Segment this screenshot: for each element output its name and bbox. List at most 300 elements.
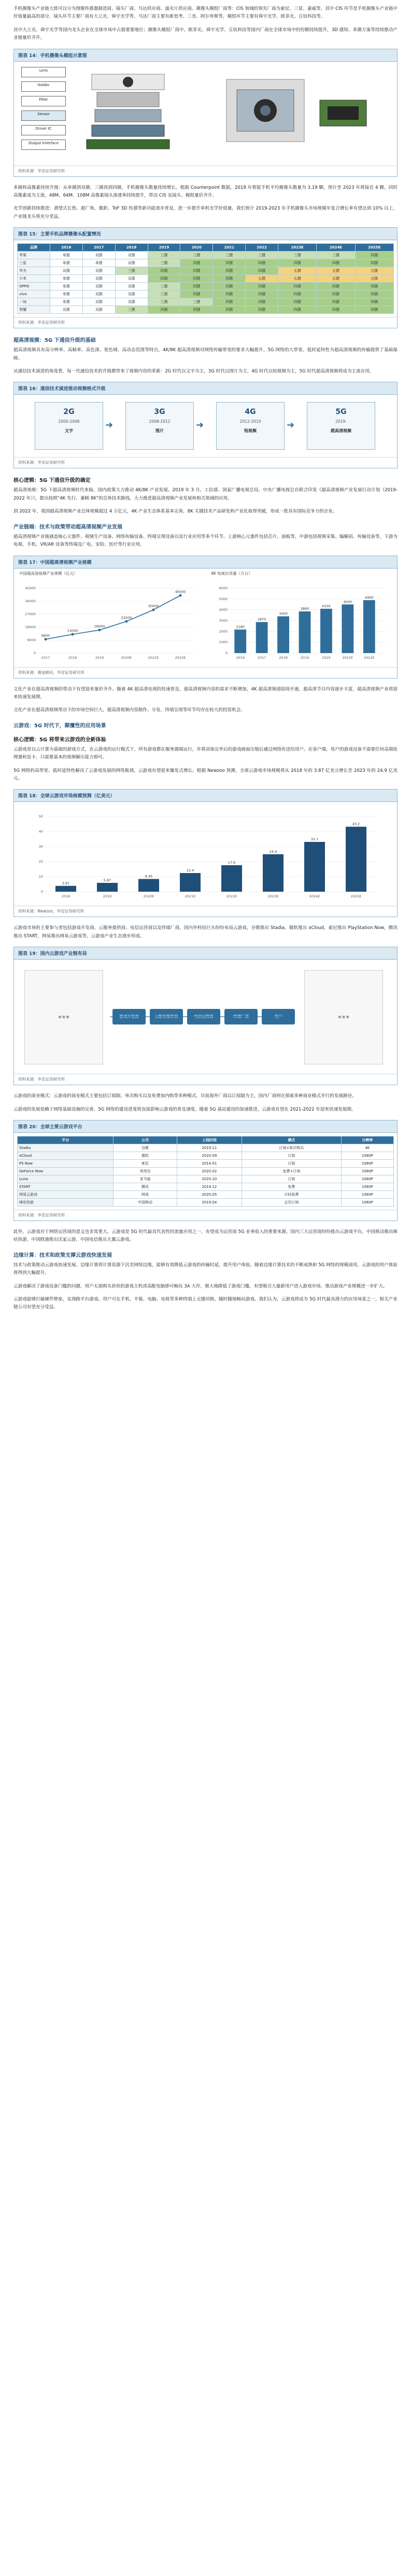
data-label: 22000 bbox=[121, 615, 132, 620]
y-tick-label: 0 bbox=[225, 650, 228, 655]
figure-19-source: 资料来源：华安证券研究所 bbox=[14, 1074, 397, 1085]
table-cell: 计时收费 bbox=[242, 1190, 342, 1198]
table-cell: 三摄 bbox=[180, 298, 213, 306]
y-tick-label: 50 bbox=[38, 814, 43, 819]
table-cell: 双摄 bbox=[115, 298, 148, 306]
table-header-cell: 2021 bbox=[213, 244, 246, 252]
table-cell: 亚马逊 bbox=[114, 1175, 177, 1183]
table-cell: 四摄 bbox=[317, 290, 355, 298]
y-tick-label: 27000 bbox=[25, 612, 36, 616]
figure-16 bbox=[13, 382, 398, 468]
data-point bbox=[98, 629, 101, 631]
table-cell: 双摄 bbox=[82, 283, 115, 290]
table-cell: 五摄 bbox=[355, 275, 393, 283]
chain-node: 用户 bbox=[262, 1009, 295, 1024]
table-cell: 1080P bbox=[341, 1175, 393, 1183]
table-cell: Luna bbox=[18, 1175, 114, 1183]
bar bbox=[263, 854, 284, 892]
table-row bbox=[18, 259, 394, 267]
figure-15-source: 资料来源：华安证券研究所 bbox=[14, 317, 397, 328]
section-a-paragraph-2: 光学创新持续推进：潜望式长焦、超广角、微距、ToF 3D 传感等新功能逐步普及，进一步提升单机光学价值量。我们预计 2019-2023 年手机摄像头市场规模年复合增长率有望达到 10% 以上，产业链龙头将充分受益。 bbox=[13, 206, 398, 219]
table-cell: 中国移动 bbox=[114, 1198, 177, 1206]
x-tick-label: 2021E bbox=[148, 655, 159, 660]
arrow-right-icon: ➜ bbox=[196, 420, 204, 431]
bar bbox=[55, 886, 76, 892]
data-label: 13000 bbox=[67, 628, 78, 633]
figure-20-title: 图表 20：全球主要云游戏平台 bbox=[14, 1120, 397, 1133]
table-row bbox=[18, 1152, 394, 1159]
table-cell: 四摄 bbox=[213, 259, 246, 267]
table-cell: Stadia bbox=[18, 1144, 114, 1152]
table-cell: 单摄 bbox=[50, 275, 82, 283]
table-cell: 谷歌 bbox=[114, 1144, 177, 1152]
arrow-right-icon: ➜ bbox=[105, 420, 114, 431]
table-cell: 双摄 bbox=[50, 306, 82, 314]
section-b-heading: 超高清视频：5G 下通信升级的基础 bbox=[13, 338, 96, 344]
generation-years: 2008-2012 bbox=[149, 419, 171, 424]
figure-14 bbox=[13, 49, 398, 177]
table-cell: 免费+订阅 bbox=[242, 1167, 342, 1175]
layer-filter: Filter bbox=[21, 96, 66, 106]
table-cell: 4K bbox=[341, 1144, 393, 1152]
bar bbox=[304, 842, 325, 892]
data-label: 17.6 bbox=[228, 861, 236, 865]
data-point bbox=[152, 608, 155, 611]
generation-media: 短视频 bbox=[244, 428, 257, 434]
figure-20 bbox=[13, 1120, 398, 1221]
table-cell: 索尼 bbox=[114, 1159, 177, 1167]
data-label: 4500 bbox=[343, 599, 352, 604]
y-tick-label: 3000 bbox=[219, 618, 228, 622]
table-cell: 三摄 bbox=[246, 252, 278, 259]
table-cell: 英伟达 bbox=[114, 1167, 177, 1175]
data-label: 40000 bbox=[175, 589, 186, 594]
table-row bbox=[18, 1198, 394, 1206]
table-cell: 1080P bbox=[341, 1159, 393, 1167]
x-tick-label: 2022E bbox=[226, 894, 237, 899]
table-cell: 会员订阅 bbox=[242, 1198, 342, 1206]
x-tick-label: 2022E bbox=[363, 655, 375, 660]
data-label: 3860 bbox=[300, 606, 309, 611]
table-cell: 网易云游戏 bbox=[18, 1190, 114, 1198]
table-cell: 单摄 bbox=[50, 290, 82, 298]
table-cell: 双摄 bbox=[82, 298, 115, 306]
section-h-paragraph-3: 云游戏解决了游戏设备门槛的问题，用户无需购买昂贵的游戏主机或高配电脑即可畅玩 3A 大作，极大地降低了游戏门槛，有望吸引大量新用户进入游戏市场，推动游戏产业规模进一步扩大。 bbox=[13, 1283, 388, 1289]
table-cell: 三摄 bbox=[180, 252, 213, 259]
y-tick-label: 30 bbox=[38, 844, 43, 849]
chain-arrows bbox=[105, 965, 302, 1069]
table-cell: 双摄 bbox=[115, 275, 148, 283]
data-label: 43.2 bbox=[352, 822, 360, 827]
table-cell: 四摄 bbox=[180, 306, 213, 314]
table-cell: 五摄 bbox=[278, 275, 317, 283]
bar bbox=[277, 616, 289, 653]
table-cell: 微软 bbox=[114, 1152, 177, 1159]
y-tick-label: 9000 bbox=[27, 638, 36, 642]
intro-paragraph-1: 手机摄像头产业链大致可以分为图像传感器制造商、镜头厂商、马达供应商、滤光片供应商、摄像头模组厂商等：CIS 领域的领先厂商为索尼、三星、豪威等，其中 CIS 环节是手机摄像头产业链中价值量最高的部分，镜头环节主要厂商有大立光、舜宇光学等，马达厂商主要有新思考、三美、阿尔卑斯等，模组环节主要有舜宇光学、欧菲光、丘钛科技等。 bbox=[13, 6, 398, 20]
table-cell: 双摄 bbox=[82, 306, 115, 314]
table-cell: 双摄 bbox=[82, 252, 115, 259]
table-cell: 三摄 bbox=[278, 252, 317, 259]
table-cell: 四摄 bbox=[278, 259, 317, 267]
table-cell: 腾讯 bbox=[114, 1183, 177, 1190]
table-cell: 三摄 bbox=[148, 283, 180, 290]
data-label: 30000 bbox=[148, 604, 159, 608]
generation-years: 2012-2019 bbox=[239, 419, 261, 424]
table-cell: START bbox=[18, 1183, 114, 1190]
series-line bbox=[46, 595, 180, 639]
table-header-cell: 2018 bbox=[115, 244, 148, 252]
table-cell: 四摄 bbox=[355, 252, 393, 259]
table-cell: 2019.04 bbox=[177, 1198, 242, 1206]
industry-size-line-chart bbox=[17, 578, 199, 663]
table-cell: 四摄 bbox=[180, 283, 213, 290]
table-cell: 三摄 bbox=[148, 298, 180, 306]
section-e-heading: 云游戏：5G 时代下，颠覆性的应用场景 bbox=[13, 723, 106, 729]
x-tick-label: 2016 bbox=[236, 655, 245, 660]
x-tick-label: 2020E bbox=[143, 894, 154, 899]
layer-lens: Lens bbox=[21, 67, 66, 77]
x-tick-label: 2017 bbox=[41, 655, 50, 660]
table-header-row bbox=[18, 1136, 394, 1144]
table-row bbox=[18, 283, 394, 290]
right-chart-title: 4K 电视出货量（万台） bbox=[211, 571, 252, 576]
table-cell: 五摄 bbox=[246, 275, 278, 283]
table-header-cell: 2025E bbox=[355, 244, 393, 252]
table-cell: PS Now bbox=[18, 1159, 114, 1167]
table-cell: 2019.12 bbox=[177, 1183, 242, 1190]
data-label: 3400 bbox=[279, 611, 288, 616]
table-header-cell: 公司 bbox=[114, 1136, 177, 1144]
table-cell: 2020.05 bbox=[177, 1190, 242, 1198]
table-header-row bbox=[18, 244, 394, 252]
table-cell: 苹果 bbox=[18, 252, 50, 259]
table-header-cell: 分辨率 bbox=[341, 1136, 393, 1144]
bar bbox=[299, 611, 311, 653]
table-cell: 四摄 bbox=[246, 283, 278, 290]
table-row bbox=[18, 1159, 394, 1167]
section-e-subheading: 核心逻辑：5G 将带来云游戏的全新体验 bbox=[13, 737, 106, 743]
table-cell: 四摄 bbox=[317, 259, 355, 267]
table-row bbox=[18, 1175, 394, 1183]
table-header-cell: 模式 bbox=[242, 1136, 342, 1144]
table-row bbox=[18, 1183, 394, 1190]
y-tick-label: 0 bbox=[33, 650, 36, 655]
table-row bbox=[18, 1144, 394, 1152]
table-cell: 五摄 bbox=[317, 267, 355, 275]
table-cell: 双摄 bbox=[115, 259, 148, 267]
table-header-cell: 2022 bbox=[246, 244, 278, 252]
y-tick-label: 1000 bbox=[219, 640, 228, 644]
generation-media: 图片 bbox=[155, 428, 164, 434]
figure-15-title: 图表 15：主要手机品牌摄像头配置情况 bbox=[14, 228, 397, 240]
table-cell: 单摄 bbox=[50, 298, 82, 306]
section-g-paragraph-1: 云游戏的商业模式：云游戏的商业模式主要包括订阅制、单次购买以及免费加内购等多种模式。目前海外厂商以订阅制为主，国内厂商则在探索多种商业模式并行的发展路径。 bbox=[13, 1093, 357, 1099]
table-cell: GeForce Now bbox=[18, 1167, 114, 1175]
data-label: 16000 bbox=[94, 624, 105, 629]
table-cell: 双摄 bbox=[50, 267, 82, 275]
chain-node: 游戏开发商 bbox=[112, 1009, 146, 1024]
section-h-paragraph-4: 云游戏能够打破硬件壁垒，实现跨平台游戏。用户可在手机、平板、电脑、电视等多种终端上无缝切换，随时随地畅玩游戏。我们认为，云游戏将成为 5G 时代最具潜力的应用场景之一，相关产业链公司有望充分受益。 bbox=[13, 1297, 398, 1310]
table-cell: 华为 bbox=[18, 267, 50, 275]
y-tick-label: 6000 bbox=[219, 586, 228, 590]
table-cell: 订阅 bbox=[242, 1152, 342, 1159]
x-tick-label: 2023E bbox=[267, 894, 279, 899]
table-cell: 1080P bbox=[341, 1183, 393, 1190]
table-cell: 订阅+单次购买 bbox=[242, 1144, 342, 1152]
table-cell: 四摄 bbox=[278, 290, 317, 298]
table-cell: 1080P bbox=[341, 1190, 393, 1198]
bar bbox=[363, 600, 375, 653]
figure-16-title: 图表 16：通信技术演进推动视频格式升级 bbox=[14, 382, 397, 395]
y-tick-label: 2000 bbox=[219, 629, 228, 633]
y-tick-label: 0 bbox=[40, 890, 43, 894]
table-cell: 三摄 bbox=[148, 259, 180, 267]
table-cell: 单摄 bbox=[50, 283, 82, 290]
table-cell: 三摄 bbox=[115, 306, 148, 314]
section-b-paragraph-2: 从通信技术演进的角度看，每一代通信技术的升级都带来了视频内容的革新：2G 时代以文字为主，3G 时代以图片为主，4G 时代以短视频为主，5G 时代超高清视频将成为主流应用。 bbox=[13, 369, 374, 375]
table-header-cell: 2023E bbox=[278, 244, 317, 252]
data-point bbox=[179, 594, 182, 597]
bar bbox=[256, 622, 268, 653]
data-label: 5.87 bbox=[103, 878, 111, 883]
figure-18-source: 资料来源：Newzoo，华安证券研究所 bbox=[14, 906, 397, 917]
generation-label: 2G bbox=[63, 408, 75, 417]
figure-19 bbox=[13, 947, 398, 1085]
table-cell: 免费 bbox=[242, 1183, 342, 1190]
x-tick-label: 2020 bbox=[322, 655, 331, 660]
x-tick-label: 2021E bbox=[185, 894, 196, 899]
y-tick-label: 45000 bbox=[25, 586, 36, 590]
table-cell: 小米 bbox=[18, 275, 50, 283]
y-tick-label: 5000 bbox=[219, 597, 228, 601]
table-cell: 荣耀 bbox=[18, 306, 50, 314]
table-cell: 四摄 bbox=[213, 290, 246, 298]
table-header-cell: 2020 bbox=[180, 244, 213, 252]
table-cell: 四摄 bbox=[180, 259, 213, 267]
generation-label: 5G bbox=[335, 408, 347, 417]
x-tick-label: 2021E bbox=[342, 655, 353, 660]
data-label: 2870 bbox=[257, 617, 266, 621]
bar bbox=[342, 604, 353, 653]
section-h-heading: 边缘计算：技术和政策支撑云游戏快速发展 bbox=[13, 1252, 112, 1258]
data-label: 12.4 bbox=[186, 868, 194, 873]
y-tick-label: 20 bbox=[38, 860, 43, 864]
data-label: 4900 bbox=[365, 595, 374, 600]
data-label: 9600 bbox=[41, 633, 50, 638]
chain-node: 云服务提供商 bbox=[150, 1009, 183, 1024]
table-cell: 三摄 bbox=[213, 252, 246, 259]
data-label: 33.1 bbox=[310, 837, 319, 842]
table-cell: 五摄 bbox=[278, 267, 317, 275]
table-cell: 一加 bbox=[18, 298, 50, 306]
y-tick-label: 36000 bbox=[25, 599, 36, 603]
table-cell: 订阅 bbox=[242, 1159, 342, 1167]
x-tick-label: 2017 bbox=[257, 655, 266, 660]
bar bbox=[346, 827, 366, 892]
figure-14-title: 图表 14：手机摄像头模组示意图 bbox=[14, 49, 397, 62]
data-point bbox=[45, 638, 47, 640]
generation-stage bbox=[125, 402, 194, 450]
bar bbox=[138, 879, 159, 892]
section-d-paragraph-2: 文化产业在超高清视频带动下的市场空间巨大，超高清视频内容制作、分发、终端呈现等环节均存在较大的投资机会。 bbox=[13, 708, 245, 713]
data-label: 3.87 bbox=[62, 881, 70, 886]
table-cell: 四摄 bbox=[355, 290, 393, 298]
generation-stage bbox=[307, 402, 375, 450]
table-header-cell: 2017 bbox=[82, 244, 115, 252]
cloud-platforms-table bbox=[17, 1136, 394, 1207]
x-tick-label: 2019 bbox=[300, 655, 309, 660]
section-h-paragraph-1: 此外，云游戏对于网络运营商的意义也非常重大。云游戏是 5G 时代最具代表性的流量应用之一，有望成为运营商 5G 业务收入的重要来源。国内三大运营商纷纷推出云游戏平台，中国移动推出咪咕快游，中国联通推出沃家云游，中国电信推出天翼云游戏。 bbox=[13, 1229, 398, 1243]
table-cell: 四摄 bbox=[355, 298, 393, 306]
x-tick-label: 2020E bbox=[121, 655, 132, 660]
x-tick-label: 2018 bbox=[68, 655, 77, 660]
table-cell: 咪咕快游 bbox=[18, 1198, 114, 1206]
table-row bbox=[18, 298, 394, 306]
figure-17-source: 资料来源：赛迪顾问，华安证券研究所 bbox=[14, 667, 397, 678]
table-cell: 四摄 bbox=[213, 275, 246, 283]
table-header-cell: 平台 bbox=[18, 1136, 114, 1144]
y-tick-label: 10 bbox=[38, 875, 43, 879]
logo-group-platforms: ▦ ▦ ▦ bbox=[304, 970, 383, 1064]
camera-module-illustration bbox=[76, 64, 387, 162]
camera-config-table bbox=[17, 243, 394, 314]
table-cell: 四摄 bbox=[278, 283, 317, 290]
table-cell: 四摄 bbox=[317, 283, 355, 290]
table-cell: 双摄 bbox=[115, 290, 148, 298]
x-tick-label: 2024E bbox=[309, 894, 320, 899]
table-cell: 三星 bbox=[18, 259, 50, 267]
bar bbox=[97, 883, 118, 892]
table-cell: 2020.02 bbox=[177, 1167, 242, 1175]
table-cell: 三摄 bbox=[148, 290, 180, 298]
bar bbox=[320, 608, 332, 653]
table-cell: 三摄 bbox=[148, 252, 180, 259]
cloud-gaming-market-bar-chart bbox=[24, 806, 387, 902]
table-cell: 双摄 bbox=[115, 252, 148, 259]
chain-node: 终端厂商 bbox=[224, 1009, 258, 1024]
section-c-paragraph-1: 超高清视频：5G 下超高清视频时代来临，国内政策大力推动 4K/8K 产业发展。2019 年 3 月，工信部、国家广播电视总局、中央广播电视总台联合印发《超高清视频产业发展行动计划（2019-2022 年）》，提出按照“4K 先行、兼顾 8K”的总体技术路线，大力推进超高清视频产业发展和相关领域的应用。 bbox=[13, 488, 398, 501]
table-cell: 四摄 bbox=[246, 298, 278, 306]
bar bbox=[180, 873, 201, 892]
table-cell: 双摄 bbox=[82, 290, 115, 298]
generation-years: 2000-2008 bbox=[58, 419, 80, 424]
layer-output: Output Interface bbox=[21, 140, 66, 150]
arrow-right-icon: ➜ bbox=[287, 420, 295, 431]
layer-holder: Holder bbox=[21, 81, 66, 92]
table-cell: 四摄 bbox=[148, 267, 180, 275]
section-c-subheading: 产业链端：技术与政策带动超高清视频产业发展 bbox=[13, 524, 122, 530]
table-row bbox=[18, 1167, 394, 1175]
x-tick-label: 2018 bbox=[279, 655, 288, 660]
section-e-paragraph-1: 云游戏是以云计算为基础的游戏方式，在云游戏的运行模式下，所有游戏都在服务器端运行，并将渲染完毕后的游戏画面压缩后通过网络传送给用户。在客户端，用户的游戏设备不需要任何高端处理器和显卡，只需要基本的视频解压能力即可。 bbox=[13, 746, 398, 760]
figure-19-title: 图表 19：国内云游戏产业链布局 bbox=[14, 947, 397, 960]
table-header-cell: 2019 bbox=[148, 244, 180, 252]
figure-17-title: 图表 17：中国超高清视频产业规模 bbox=[14, 556, 397, 569]
section-f-paragraph-1: 云游戏市场的主要参与者包括游戏开发商、云服务提供商、电信运营商以及终端厂商。国内外科技巨头纷纷布局云游戏，谷歌推出 Stadia，微软推出 xCloud，索尼推出 PlayStation Now，腾讯推出 START，网易推出网易云游戏等，云游戏产业生态逐步形成。 bbox=[13, 925, 398, 939]
table-header-cell: 2024E bbox=[317, 244, 355, 252]
table-cell: 2019.11 bbox=[177, 1144, 242, 1152]
table-cell: 四摄 bbox=[246, 306, 278, 314]
table-cell: 四摄 bbox=[148, 306, 180, 314]
table-cell: 四摄 bbox=[246, 259, 278, 267]
section-h-paragraph-2: 技术与政策推动云游戏快速发展。边缘计算将计算资源下沉至网络边缘，能够有效降低云游戏的传输时延，提升用户体验。随着边缘计算技术的不断成熟和 5G 网络的规模商用，云游戏的用户体验将得到大幅提升。 bbox=[13, 1262, 398, 1276]
section-e-paragraph-2: 5G 网络的高带宽、低时延特性解决了云游戏发展的网络瓶颈，云游戏有望迎来爆发式增长。根据 Newzoo 预测，全球云游戏市场规模将从 2018 年的 3.87 亿美元增长至 2023 年的 24.9 亿美元。 bbox=[13, 768, 398, 781]
table-cell: 1080P bbox=[341, 1167, 393, 1175]
table-cell: 四摄 bbox=[213, 267, 246, 275]
generation-media: 文字 bbox=[65, 428, 73, 434]
left-chart-title: 中国超高清视频产业规模（亿元） bbox=[19, 571, 78, 576]
table-cell: 订阅 bbox=[242, 1175, 342, 1183]
section-a-paragraph-1: 多摄和高像素持续升级：从单摄到双摄、三摄再到四摄，手机摄像头数量持续增长。根据 Counterpoint 数据，2019 年智能手机平均摄像头数量为 3.19 颗，预计至 2023 年将接近 4 颗。同时高像素成为主流，48M、64M、108M 高像素镜头渗透率持续提升，带动 CIS 及镜头、模组量价齐升。 bbox=[13, 185, 398, 199]
table-cell: 四摄 bbox=[180, 267, 213, 275]
logo-group-developers: ▦ ▦ ▦ bbox=[24, 970, 103, 1064]
table-cell: 单摄 bbox=[50, 259, 82, 267]
figure-18 bbox=[13, 789, 398, 917]
table-cell: 四摄 bbox=[246, 290, 278, 298]
figure-20-source: 资料来源：华安证券研究所 bbox=[14, 1210, 397, 1221]
y-tick-label: 4000 bbox=[219, 607, 228, 612]
table-cell: 2014.01 bbox=[177, 1159, 242, 1167]
table-cell: 四摄 bbox=[355, 306, 393, 314]
table-cell: 1080P bbox=[341, 1152, 393, 1159]
table-cell: 四摄 bbox=[180, 275, 213, 283]
figure-16-source: 资料来源：华安证券研究所 bbox=[14, 457, 397, 468]
table-cell: 四摄 bbox=[213, 298, 246, 306]
table-cell: 四摄 bbox=[213, 283, 246, 290]
figure-14-diagram bbox=[14, 62, 397, 165]
table-cell: 三摄 bbox=[115, 267, 148, 275]
figure-17 bbox=[13, 556, 398, 678]
table-cell: 2020.10 bbox=[177, 1175, 242, 1183]
table-cell: 1080P bbox=[341, 1198, 393, 1206]
table-row bbox=[18, 1190, 394, 1198]
table-cell: 四摄 bbox=[148, 275, 180, 283]
section-g-paragraph-2: 云游戏的发展依赖于网络基础设施的完善，5G 网络的建设进度将直接影响云游戏的普及速度。随着 5G 基站建设的加速推进，云游戏有望在 2021-2022 年迎来快速发展期。 bbox=[13, 1106, 356, 1112]
table-cell: OPPO bbox=[18, 283, 50, 290]
bar bbox=[221, 865, 242, 892]
table-cell: 四摄 bbox=[278, 298, 317, 306]
table-header-cell: 品牌 bbox=[18, 244, 50, 252]
table-cell: 四摄 bbox=[317, 306, 355, 314]
table-cell: 双摄 bbox=[82, 275, 115, 283]
data-label: 8.45 bbox=[145, 874, 153, 879]
table-cell: 双摄 bbox=[82, 267, 115, 275]
x-tick-label: 2018 bbox=[61, 894, 70, 899]
table-row bbox=[18, 267, 394, 275]
table-cell: 五摄 bbox=[317, 275, 355, 283]
table-header-cell: 上线时间 bbox=[177, 1136, 242, 1144]
data-label: 24.9 bbox=[269, 850, 277, 854]
figure-15 bbox=[13, 227, 398, 328]
data-label: 4100 bbox=[322, 604, 331, 608]
generation-years: 2019- bbox=[335, 419, 347, 424]
table-cell: 单摄 bbox=[50, 252, 82, 259]
table-row bbox=[18, 290, 394, 298]
table-cell: xCloud bbox=[18, 1152, 114, 1159]
generation-label: 4G bbox=[245, 408, 256, 417]
table-row bbox=[18, 275, 394, 283]
tv-shipments-bar-chart bbox=[209, 578, 390, 663]
generation-media: 超高清视频 bbox=[331, 428, 351, 434]
layer-sensor: Sensor bbox=[21, 110, 66, 121]
section-c-paragraph-3: 超高清视频产业链涵盖核心元器件、视频生产设备、网络传输设备、终端呈现设备以及行业应用等多个环节。上游核心元器件包括芯片、面板等，中游包括视频采集、编解码、传输设备等，下游为电视、手机、VR/AR 设备等终端及广电、安防、医疗等行业应用。 bbox=[13, 534, 398, 548]
intro-paragraph-2: 其中大立光、舜宇光学等国内龙头企业在全球市场中占据重要地位；摄像头模组厂商中，欧菲光、舜宇光学、丘钛科技等国内厂商在全球市场中的份额持续提升，3D 感知、多摄方案等持续推动产业链量价齐升。 bbox=[13, 27, 398, 41]
chain-node: 电信运营商 bbox=[187, 1009, 220, 1024]
bar bbox=[234, 629, 246, 653]
table-row bbox=[18, 252, 394, 259]
table-cell: 三摄 bbox=[317, 252, 355, 259]
